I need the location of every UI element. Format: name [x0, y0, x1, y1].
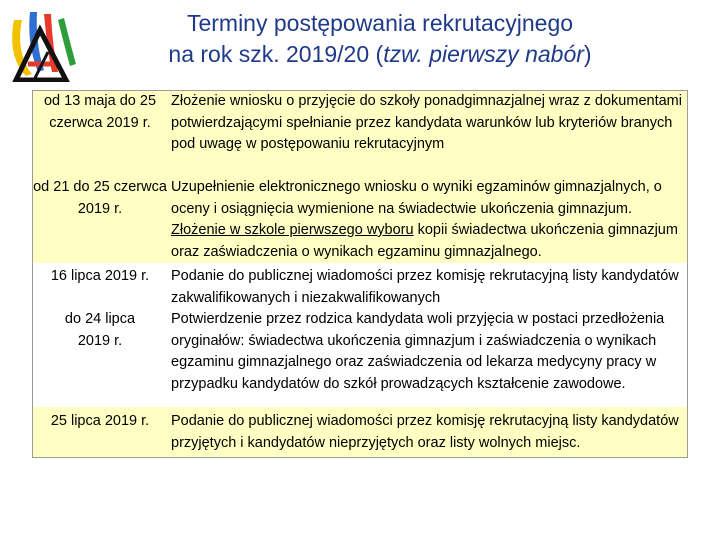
row-text-5: Podanie do publicznej wiadomości przez komisję rekrutacyjną listy kandydatów przyjętych i kandydatów nieprzyjętych oraz listy wolnych miejsc.: [171, 413, 679, 451]
title-line-2: [100, 39, 660, 70]
row-text-2-part2: kopii świadectwa ukończenia gimnazjum oraz zaświadczenia o wynikach egzaminu gimnazjalnego.: [171, 222, 678, 260]
row-date-5: 25 lipca 2019 r.: [50, 413, 150, 429]
school-logo-icon: [4, 6, 80, 82]
dates-column: [33, 411, 167, 454]
row-date-3: 16 lipca 2019 r.: [50, 268, 150, 284]
table-row-date: [33, 177, 167, 220]
row-text-4: Potwierdzenie przez rodzica kandydata woli przyjęcia w postaci przedłożenia oryginałów: świadectwa ukończenia gimnazjum i zaświadczenia o wynikach egzaminu gimnazjalnego oraz zaświadczenia od lekarza medycyny pracy w przypadku kandydatów do szkół prowadzących kształcenie zawodowe.: [171, 311, 665, 392]
row-text-2-underlined: Złożenie w szkole pierwszego wyboru: [171, 222, 414, 238]
row-text-3: Podanie do publicznej wiadomości przez komisję rekrutacyjną listy kandydatów zakwalifikowanych i niezakwalifikowanych: [171, 268, 679, 306]
dates-column: [33, 266, 167, 407]
page-title: [100, 8, 660, 70]
table-row-date: [33, 266, 167, 309]
title-line-2-suffix: ): [583, 41, 592, 67]
table-row-date: [33, 411, 167, 433]
title-line-1: Terminy postępowania rekrutacyjnego: [186, 10, 574, 36]
table-row-text: [171, 266, 683, 309]
schedule-table: [32, 90, 688, 458]
dates-column: [33, 91, 167, 263]
table-row-text: [171, 177, 683, 263]
table-row-text: [171, 309, 683, 407]
table-row-date: [33, 91, 167, 177]
title-line-2-italic: tzw. pierwszy nabór: [383, 41, 584, 67]
descriptions-column: [167, 91, 687, 263]
row-date-1: od 13 maja do 25 czerwca 2019 r.: [43, 93, 157, 131]
schedule-block-2: [33, 263, 687, 407]
descriptions-column: [167, 411, 687, 454]
table-row-text: [171, 91, 683, 177]
schedule-block-1: [33, 91, 687, 263]
table-row-text: [171, 411, 683, 454]
table-row-date: [33, 309, 167, 352]
descriptions-column: [167, 266, 687, 407]
schedule-block-3: [33, 407, 687, 457]
row-date-2: od 21 do 25 czerwca 2019 r.: [33, 179, 167, 217]
title-line-2-prefix: na rok szk. 2019/20 (: [168, 41, 384, 67]
row-date-4: do 24 lipca 2019 r.: [64, 311, 136, 349]
row-text-2-part1: Uzupełnienie elektronicznego wniosku o wyniki egzaminów gimnazjalnych, o oceny i osiągnięcia wymienione na świadectwie ukończenia gimnazjum.: [171, 179, 662, 217]
row-text-1: Złożenie wniosku o przyjęcie do szkoły ponadgimnazjalnej wraz z dokumentami potwierdzającymi spełnianie przez kandydata warunków lub kryteriów branych pod uwagę w postępowaniu rekrutacyjnym: [171, 93, 682, 152]
